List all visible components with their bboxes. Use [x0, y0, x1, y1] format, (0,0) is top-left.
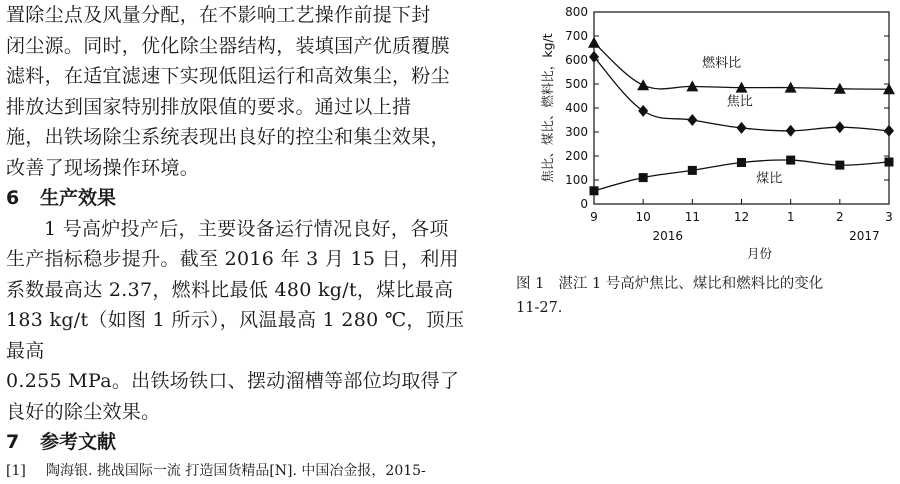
- section-heading-references: [6, 427, 466, 458]
- data-point-coal-ratio: [590, 186, 599, 195]
- figure-caption: [516, 272, 896, 320]
- section-title: 生产效果: [40, 187, 117, 209]
- data-point-coke-ratio: [835, 121, 845, 133]
- y-tick-label: 800: [565, 5, 588, 19]
- data-point-coke-ratio: [638, 105, 648, 117]
- data-point-coke-ratio: [687, 114, 697, 126]
- section-title: 参考文献: [40, 431, 117, 453]
- x-tick-label: 1: [786, 210, 795, 224]
- paragraph-production-results: [6, 214, 466, 428]
- text-line: 滤料，在适宜滤速下实现低阻运行和高效集尘，粉尘: [6, 65, 450, 87]
- reference-text: 陶海银. 挑战国际一流 打造国货精品[N]. 中国冶金报，2015-: [46, 462, 426, 479]
- y-tick-label: 600: [565, 53, 588, 67]
- year-label: 2017: [849, 229, 880, 243]
- line-chart: [480, 0, 898, 265]
- text-line: 良好的除尘效果。: [6, 400, 161, 423]
- year-label: 2016: [652, 229, 684, 243]
- text-line: 183 kg/t（如图 1 所示），风温最高 1 280 ℃，顶压最高: [6, 309, 465, 362]
- y-tick-label: 500: [565, 77, 588, 91]
- x-tick-label: 3: [885, 210, 893, 224]
- caption-label: 图 1: [516, 276, 545, 292]
- caption-text: 湛江 1 号高炉焦比、煤比和燃料比的变化: [558, 276, 824, 292]
- data-point-coke-ratio: [884, 125, 894, 137]
- series-label-fuel-ratio: 燃料比: [702, 56, 742, 72]
- data-point-coal-ratio: [835, 161, 844, 170]
- data-point-fuel-ratio: [637, 79, 649, 90]
- text-line: 闭尘源。同时，优化除尘器结构，装填国产优质覆膜: [6, 34, 450, 57]
- reference-entry: [6, 458, 466, 484]
- reference-index: [1]: [6, 462, 26, 479]
- body-text-column: [6, 0, 466, 484]
- y-tick-label: 200: [565, 149, 588, 163]
- x-tick-label: 2: [836, 210, 844, 224]
- x-tick-label: 12: [733, 210, 750, 224]
- y-tick-label: 0: [580, 197, 588, 211]
- data-point-fuel-ratio: [588, 37, 600, 48]
- section-heading-production-results: [6, 183, 466, 214]
- figure-column: [480, 0, 898, 442]
- text-line: 施，出铁场除尘系统表现出良好的控尘和集尘效果，: [6, 126, 450, 148]
- x-tick-label: 10: [635, 210, 651, 224]
- section-number: 6: [6, 187, 20, 209]
- text-line: 改善了现场操作环境。: [6, 156, 200, 179]
- data-point-coke-ratio: [786, 125, 796, 137]
- data-point-coal-ratio: [737, 158, 746, 167]
- text-line: 1 号高炉投产后，主要设备运行情况良好，各项: [44, 217, 449, 240]
- section-number: 7: [6, 431, 20, 453]
- x-tick-label: 11: [684, 210, 700, 224]
- paragraph-dust-removal: [6, 0, 466, 183]
- y-axis-label: 焦比、煤比、燃料比，kg/t: [540, 33, 555, 183]
- data-point-coal-ratio: [786, 156, 795, 165]
- series-label-coal-ratio: 煤比: [756, 171, 783, 187]
- data-point-coal-ratio: [688, 166, 697, 175]
- text-line: 置除尘点及风量分配，在不影响工艺操作前提下封: [6, 4, 431, 26]
- text-line: 排放达到国家特别排放限值的要求。通过以上措: [6, 95, 412, 118]
- text-line: 0.255 MPa。出铁场铁口、摆动溜槽等部位均取得了: [6, 370, 460, 392]
- caption-continuation: 11-27.: [516, 300, 563, 316]
- y-tick-label: 100: [565, 173, 588, 187]
- data-point-coal-ratio: [639, 173, 648, 182]
- data-point-coke-ratio: [737, 122, 747, 134]
- y-tick-label: 400: [565, 101, 588, 115]
- text-line: 生产指标稳步提升。截至 2016 年 3 月 15 日，利用: [6, 248, 459, 270]
- y-tick-label: 300: [565, 125, 588, 139]
- data-point-coal-ratio: [885, 158, 894, 167]
- text-line: 系数最高达 2.37，燃料比最低 480 kg/t，煤比最高: [6, 278, 454, 301]
- y-tick-label: 700: [565, 29, 588, 43]
- x-tick-label: 9: [590, 210, 598, 224]
- x-axis-label: 月份: [746, 246, 773, 261]
- series-label-coke-ratio: 焦比: [726, 94, 753, 110]
